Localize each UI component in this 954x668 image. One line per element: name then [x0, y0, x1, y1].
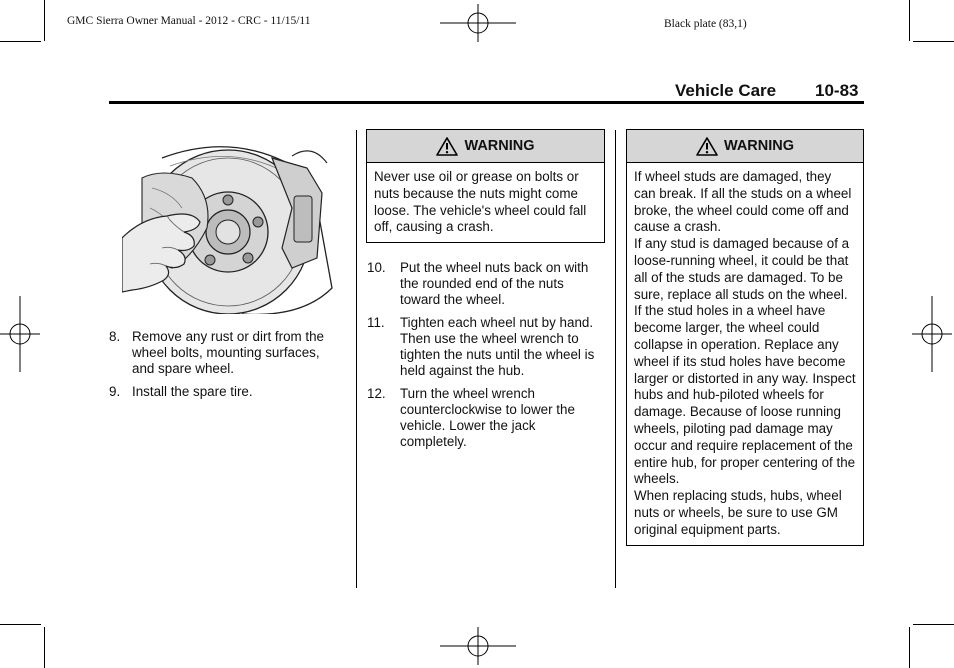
- warning-title: WARNING: [723, 138, 795, 154]
- list-item: [367, 260, 603, 308]
- warning-box-studs: [626, 129, 864, 546]
- registration-mark-left: [0, 296, 40, 372]
- registration-mark-bottom: [440, 627, 516, 665]
- warning-text: Never use oil or grease on bolts or nuts because the nuts might come loose. The vehicle's wheel could fall off, causing a crash.: [374, 169, 587, 235]
- step-number: 12.: [367, 386, 386, 401]
- column-divider: [615, 130, 616, 588]
- step-number: 10.: [367, 260, 386, 275]
- crop-mark: [909, 627, 910, 668]
- steps-list-col1: [109, 329, 345, 407]
- warning-body: [627, 163, 863, 545]
- step-number: 9.: [109, 384, 121, 399]
- step-text: Turn the wheel wrench counterclockwise to lower the vehicle. Lower the jack completely.: [400, 386, 575, 449]
- column-divider: [356, 130, 357, 588]
- step-number: 8.: [109, 329, 121, 344]
- steps-list-col2: [367, 260, 603, 457]
- wheel-hub-cleaning-illustration: [122, 138, 338, 314]
- warning-paragraph: If any stud is damaged because of a loose-running wheel, it could be that all of the studs are damaged. To be sure, replace all studs on the wheel. If the stud holes in a wheel have become larger, the wheel could collapse in operation. Replace any wheel if its stud holes have become larger or distorted in any way. Inspect hubs and hub-piloted wheels for damage. Because of loose running wheels, piloting pad damage may occur and require replacement of the entire hub, for proper centering of the wheels.: [634, 236, 856, 487]
- crop-mark: [909, 0, 910, 41]
- print-header-right: Black plate (83,1): [664, 18, 747, 30]
- crop-mark: [913, 624, 954, 625]
- crop-mark: [44, 0, 45, 41]
- warning-paragraph: If wheel studs are damaged, they can break. If all the studs on a wheel broke, the wheel could come off and cause a crash.: [634, 169, 852, 235]
- step-text: Put the wheel nuts back on with the rounded end of the nuts toward the wheel.: [400, 260, 589, 307]
- warning-header: [627, 130, 863, 163]
- crop-mark: [0, 41, 41, 42]
- warning-paragraph: When replacing studs, hubs, wheel nuts or wheels, be sure to use GM original equipment parts.: [634, 488, 842, 537]
- crop-mark: [44, 627, 45, 668]
- warning-triangle-icon: [696, 137, 718, 156]
- warning-header: [367, 130, 604, 163]
- crop-mark: [0, 624, 41, 625]
- step-text: Tighten each wheel nut by hand. Then use the wheel wrench to tighten the nuts until the wheel is held against the hub.: [400, 315, 595, 378]
- step-text: Remove any rust or dirt from the wheel bolts, mounting surfaces, and spare wheel.: [132, 329, 325, 376]
- registration-mark-right: [912, 296, 952, 372]
- list-item: [109, 384, 345, 400]
- registration-mark-top: [440, 4, 516, 42]
- page-number: 10-83: [815, 81, 859, 100]
- warning-box-oil: [366, 129, 605, 243]
- print-header-left: GMC Sierra Owner Manual - 2012 - CRC - 11/15/11: [67, 15, 311, 27]
- section-title: Vehicle Care: [675, 81, 777, 100]
- warning-title: WARNING: [464, 138, 535, 154]
- step-number: 11.: [367, 315, 385, 330]
- crop-mark: [913, 41, 954, 42]
- warning-triangle-icon: [436, 137, 458, 156]
- list-item: [367, 386, 603, 450]
- list-item: [367, 315, 603, 379]
- step-text: Install the spare tire.: [132, 384, 253, 399]
- warning-body: [367, 163, 604, 242]
- header-rule: [109, 101, 864, 104]
- list-item: [109, 329, 345, 377]
